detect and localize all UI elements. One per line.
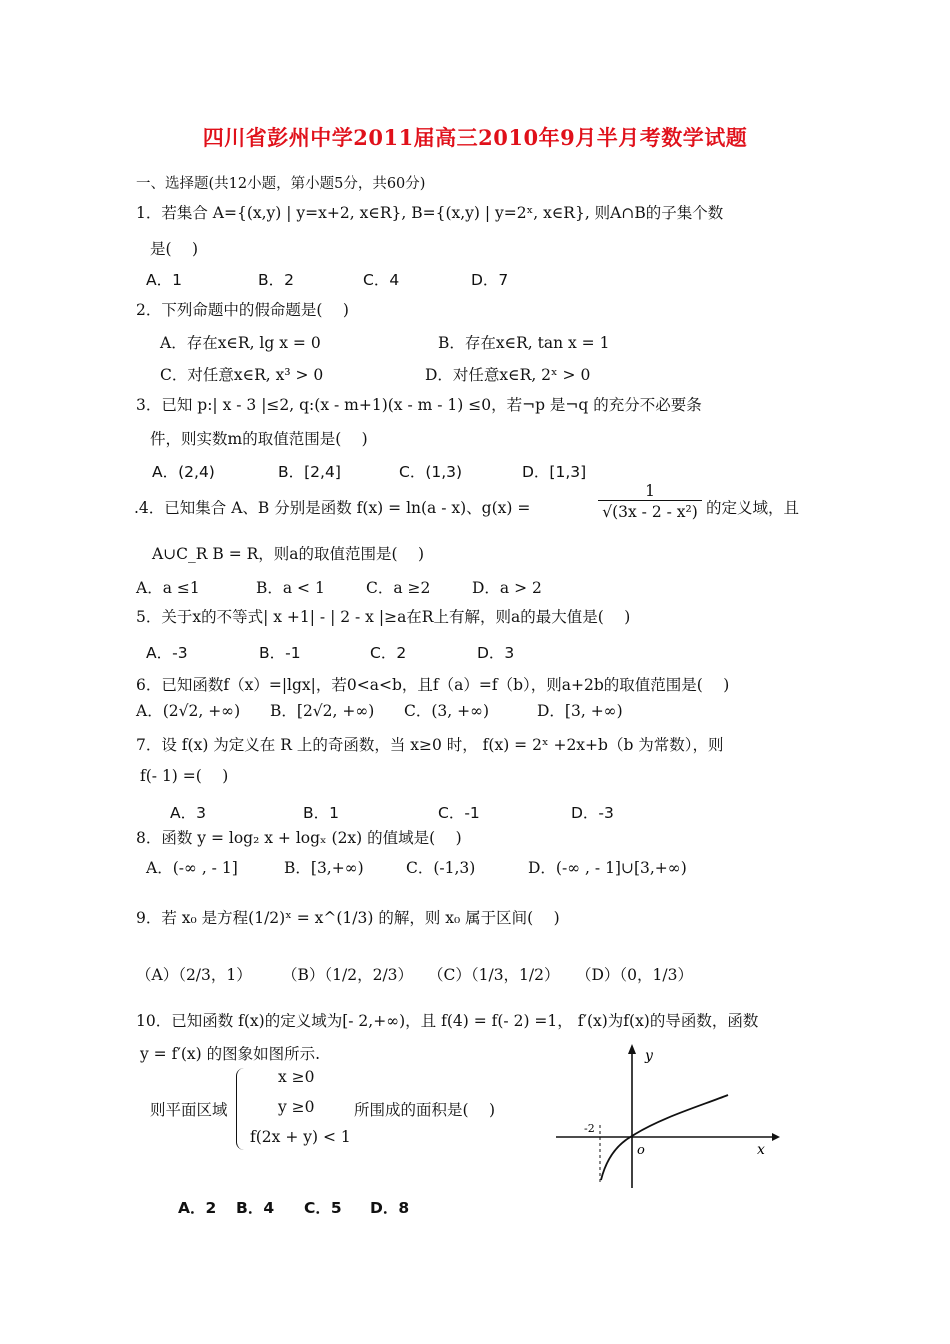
question-7-text-cont: f(- 1) =( ) (140, 767, 229, 785)
question-8-text: 8．函数 y = log₂ x + logₓ (2x) 的值域是( ) (136, 829, 462, 847)
question-4-text-tail: 的定义域，且 (706, 499, 800, 517)
option-d: D．[1,3] (522, 463, 587, 481)
option-c: C．2 (370, 644, 407, 662)
region-suffix: 所围成的面积是( ) (354, 1101, 496, 1119)
option-a: A．(2√2, +∞) (136, 702, 241, 720)
region-conditions (136, 1068, 556, 1158)
option-a: A．(-∞ , - 1] (146, 859, 238, 877)
option-b: B．a < 1 (256, 579, 325, 597)
y-axis-label: y (645, 1048, 653, 1064)
option-c: （C）（1/3，1/2） (428, 966, 560, 984)
question-4-fraction (598, 482, 702, 521)
option-d: D．-3 (571, 804, 614, 822)
question-3-text-cont: 件，则实数m的取值范围是( ) (150, 430, 368, 448)
fraction-numerator: 1 (645, 482, 655, 500)
option-d: D．[3, +∞) (537, 702, 623, 720)
option-c: C．5 (304, 1199, 342, 1217)
question-4-text: .4．已知集合 A、B 分别是函数 f(x) = ln(a - x)、g(x) = (134, 499, 531, 517)
option-a: A．-3 (146, 644, 188, 662)
question-9-text: 9．若 x₀ 是方程(1/2)ˣ = x^(1/3) 的解，则 x₀ 属于区间( ) (136, 909, 560, 927)
question-3-text: 3．已知 p:| x - 3 |≤2, q:(x - m+1)(x - m - 1) ≤0，若¬p 是¬q 的充分不必要条 (136, 396, 702, 414)
option-b: B．存在x∈R, tan x = 1 (438, 334, 610, 352)
question-6-text: 6．已知函数f（x）=|lgx|，若0<a<b，且f（a）=f（b），则a+2b的取值范围是( ) (136, 676, 730, 694)
question-10-text: 10．已知函数 f(x)的定义域为[- 2,+∞)，且 f(4) = f(- 2) =1， f′(x)为f(x)的导函数，函数 (136, 1012, 759, 1030)
page-title: 四川省彭州中学2011届高三2010年9月半月考数学试题 (202, 125, 748, 150)
option-c: C．-1 (438, 804, 480, 822)
option-b: B．1 (303, 804, 339, 822)
option-a: A．3 (170, 804, 206, 822)
question-4-text-cont: A∪C_R B = R，则a的取值范围是( ) (152, 545, 425, 563)
option-a: A．2 (178, 1199, 217, 1217)
question-7-text: 7．设 f(x) 为定义在 R 上的奇函数，当 x≥0 时， f(x) = 2ˣ +2x+b（b 为常数），则 (136, 736, 724, 754)
condition-2: y ≥0 (278, 1098, 315, 1116)
brace (236, 1068, 247, 1150)
option-b: （B）（1/2，2/3） (282, 966, 414, 984)
origin-label: o (637, 1143, 645, 1158)
question-5-text: 5．关于x的不等式| x +1| - | 2 - x |≥a在R上有解，则a的最大值是( ) (136, 608, 631, 626)
condition-3: f(2x + y) < 1 (250, 1128, 351, 1146)
x-axis-arrow (772, 1133, 780, 1141)
option-d: D．对任意x∈R, 2ˣ > 0 (425, 366, 591, 384)
option-c: C．(3, +∞) (404, 702, 490, 720)
option-a: A．存在x∈R, lg x = 0 (160, 334, 321, 352)
option-c: C．a ≥2 (366, 579, 431, 597)
option-d: D．7 (471, 271, 509, 289)
option-c: C．对任意x∈R, x³ > 0 (160, 366, 324, 384)
tick-label: -2 (584, 1122, 595, 1135)
question-2-text: 2．下列命题中的假命题是( ) (136, 301, 349, 319)
option-a: （A）（2/3，1） (136, 966, 252, 984)
section-heading: 一、选择题(共12小题，第小题5分，共60分) (136, 176, 426, 192)
option-d: （D）（0，1/3） (576, 966, 693, 984)
question-10-text-cont: y = f′(x) 的图象如图所示. (140, 1045, 321, 1063)
option-d: D．a > 2 (472, 579, 542, 597)
option-a: A．a ≤1 (136, 579, 200, 597)
condition-1: x ≥0 (278, 1068, 315, 1086)
y-axis-arrow (628, 1044, 636, 1054)
option-b: B．[2√2, +∞) (270, 702, 375, 720)
option-a: A．1 (146, 271, 182, 289)
region-prefix: 则平面区域 (150, 1101, 228, 1119)
x-axis-label: x (757, 1142, 765, 1158)
option-b: B．2 (258, 271, 294, 289)
option-d: D．3 (477, 644, 515, 662)
option-b: B．-1 (259, 644, 301, 662)
option-b: B．[2,4] (278, 463, 341, 481)
question-1-text-cont: 是( ) (150, 240, 199, 258)
option-c: C．4 (363, 271, 400, 289)
option-c: C．(1,3) (399, 463, 463, 481)
option-d: D．(-∞ , - 1]∪[3,+∞) (528, 859, 687, 877)
option-c: C．(-1,3) (406, 859, 476, 877)
option-a: A．(2,4) (152, 463, 215, 481)
option-b: B．[3,+∞) (284, 859, 364, 877)
derivative-graph (550, 1040, 780, 1190)
option-b: B．4 (236, 1199, 275, 1217)
fraction-denominator: √(3x - 2 - x²) (598, 500, 702, 521)
question-1-text: 1．若集合 A={(x,y) | y=x+2, x∈R}, B={(x,y) | y=2ˣ, x∈R}, 则A∩B的子集个数 (136, 204, 724, 222)
option-d: D．8 (370, 1199, 410, 1217)
